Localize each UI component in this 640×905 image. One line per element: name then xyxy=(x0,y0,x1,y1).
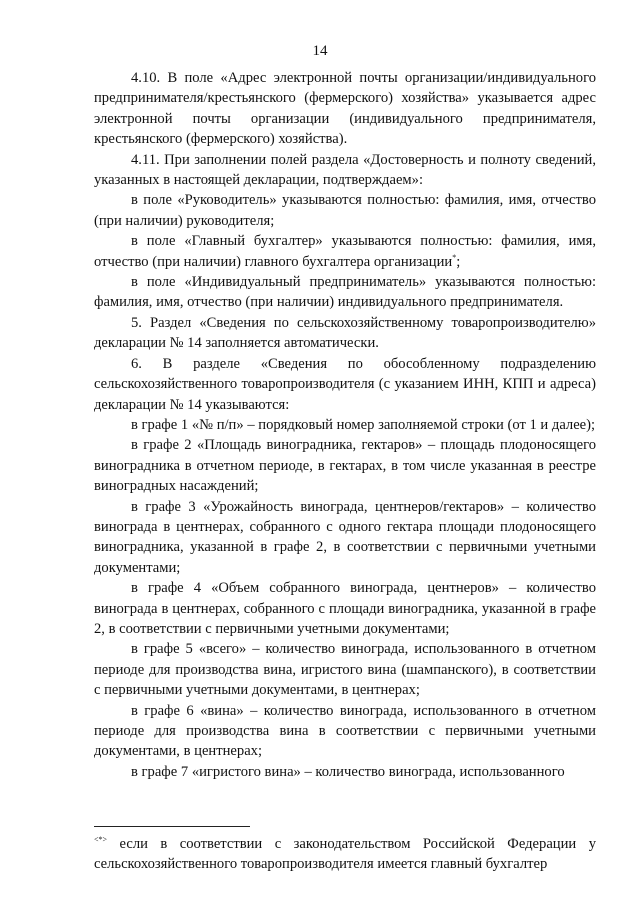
paragraph-director-field: в поле «Руководитель» указываются полностью: фамилия, имя, отчество (при наличии) руководителя; xyxy=(94,192,596,229)
chief-accountant-suffix: ; xyxy=(456,253,461,270)
footnote-reference: * xyxy=(452,252,457,262)
paragraph-6: 6. В разделе «Сведения по обособленному подразделению сельскохозяйственного товаропроизводителя (с указанием ИНН, КПП и адреса) декларации № 14 указываются: xyxy=(94,355,596,413)
paragraph-column-1: в графе 1 «№ п/п» – порядковый номер заполняемой строки (от 1 и далее); xyxy=(131,416,596,433)
paragraph-column-6: в графе 6 «вина» – количество винограда, использованного в отчетном периоде для производства вина в соответствии с первичными учетными документами, в центнерах; xyxy=(94,702,596,760)
paragraph-entrepreneur-field: в поле «Индивидуальный предприниматель» указываются полностью: фамилия, имя, отчество (при наличии) индивидуального предпринимателя. xyxy=(94,274,596,311)
footnote-text: если в соответствии с законодательством Российской Федерации у сельскохозяйственного товаропроизводителя имеется главный бухгалтер xyxy=(94,836,596,872)
paragraph-4-10: 4.10. В поле «Адрес электронной почты организации/индивидуального предпринимателя/крестьянского (фермерского) хозяйства» указывается адрес электронной почты организации (индивидуального предпринимателя, крестьянского (фермерского) хозяйства). xyxy=(94,70,596,148)
footnote-marker: <*> xyxy=(94,835,108,845)
paragraph-column-3: в графе 3 «Урожайность винограда, центнеров/гектаров» – количество винограда в центнерах, собранного с одного гектара площади плодоносящего виноградника, указанной в графе 2, в соответствии с первичными учетными документами; xyxy=(94,498,596,576)
footnote-divider xyxy=(94,826,250,827)
paragraph-column-2: в графе 2 «Площадь виноградника, гектаров» – площадь плодоносящего виноградника в отчетном периоде, в гектарах, в том числе указанная в реестре виноградных насаждений; xyxy=(94,437,596,495)
document-body xyxy=(94,68,596,782)
chief-accountant-text: в поле «Главный бухгалтер» указываются полностью: фамилия, имя, отчество (при наличии) главного бухгалтера организации xyxy=(94,233,596,270)
page-number: 14 xyxy=(312,43,328,59)
paragraph-chief-accountant-field xyxy=(94,231,596,272)
paragraph-column-7: в графе 7 «игристого вина» – количество винограда, использованного xyxy=(131,763,565,780)
footnote xyxy=(94,834,596,874)
paragraph-5: 5. Раздел «Сведения по сельскохозяйственному товаропроизводителю» декларации № 14 заполняется автоматически. xyxy=(94,314,596,352)
paragraph-4-11: 4.11. При заполнении полей раздела «Достоверность и полноту сведений, указанных в настоящей декларации, подтверждаем»: xyxy=(94,151,596,189)
paragraph-column-4: в графе 4 «Объем собранного винограда, центнеров» – количество винограда в центнерах, собранного с площади виноградника, указанной в графе 2, в соответствии с первичными учетными документами; xyxy=(94,580,596,637)
paragraph-column-5: в графе 5 «всего» – количество винограда, использованного в отчетном периоде для производства вина, игристого вина (шампанского), в соответствии с первичными учетными документами, в центнерах; xyxy=(94,641,596,699)
